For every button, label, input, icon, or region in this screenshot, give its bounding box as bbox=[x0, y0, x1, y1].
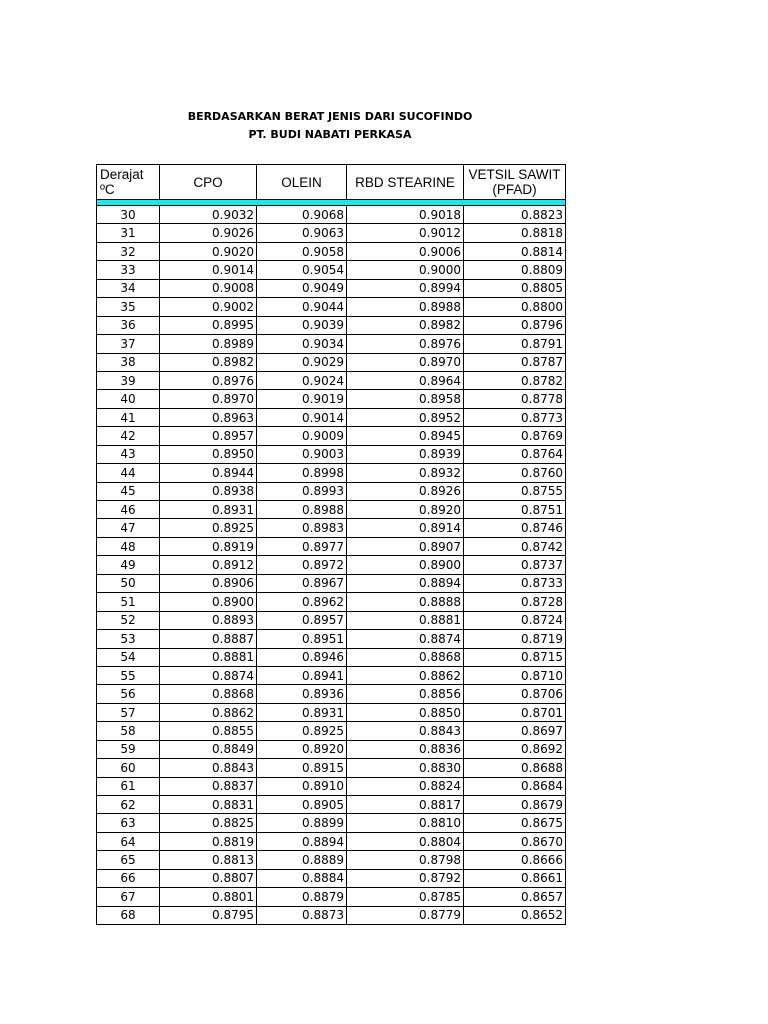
cell-olein: 0.8998 bbox=[257, 464, 347, 482]
cell-cpo: 0.8893 bbox=[160, 611, 257, 629]
cell-rbd-stearine: 0.8900 bbox=[347, 556, 464, 574]
cell-vetsil-sawit: 0.8675 bbox=[464, 814, 566, 832]
cell-derajat: 63 bbox=[97, 814, 160, 832]
cell-vetsil-sawit: 0.8760 bbox=[464, 464, 566, 482]
cell-olein: 0.9029 bbox=[257, 353, 347, 371]
cell-vetsil-sawit: 0.8791 bbox=[464, 335, 566, 353]
table-row bbox=[97, 869, 566, 887]
cell-derajat: 55 bbox=[97, 666, 160, 684]
cell-vetsil-sawit: 0.8652 bbox=[464, 906, 566, 924]
table-row bbox=[97, 279, 566, 297]
cell-derajat: 60 bbox=[97, 759, 160, 777]
cell-derajat: 68 bbox=[97, 906, 160, 924]
cell-cpo: 0.8925 bbox=[160, 519, 257, 537]
cell-olein: 0.8905 bbox=[257, 796, 347, 814]
header-cpo: CPO bbox=[160, 165, 257, 200]
cell-rbd-stearine: 0.8964 bbox=[347, 371, 464, 389]
cell-cpo: 0.8963 bbox=[160, 408, 257, 426]
cell-cpo: 0.8919 bbox=[160, 537, 257, 555]
cell-cpo: 0.8837 bbox=[160, 777, 257, 795]
header-derajat: Derajat ºC bbox=[97, 165, 160, 200]
cell-vetsil-sawit: 0.8778 bbox=[464, 390, 566, 408]
cell-olein: 0.9019 bbox=[257, 390, 347, 408]
cell-rbd-stearine: 0.8843 bbox=[347, 722, 464, 740]
table-row bbox=[97, 206, 566, 224]
cell-vetsil-sawit: 0.8666 bbox=[464, 851, 566, 869]
table-row bbox=[97, 703, 566, 721]
cell-rbd-stearine: 0.8920 bbox=[347, 501, 464, 519]
cell-derajat: 36 bbox=[97, 316, 160, 334]
cell-derajat: 31 bbox=[97, 224, 160, 242]
cell-derajat: 50 bbox=[97, 574, 160, 592]
cell-vetsil-sawit: 0.8800 bbox=[464, 298, 566, 316]
cell-derajat: 49 bbox=[97, 556, 160, 574]
cell-olein: 0.9024 bbox=[257, 371, 347, 389]
cell-derajat: 30 bbox=[97, 206, 160, 224]
table-row bbox=[97, 648, 566, 666]
table-row bbox=[97, 556, 566, 574]
cell-rbd-stearine: 0.8798 bbox=[347, 851, 464, 869]
cell-derajat: 42 bbox=[97, 427, 160, 445]
cell-derajat: 67 bbox=[97, 888, 160, 906]
header-vetsil-line1: VETSIL SAWIT bbox=[468, 167, 561, 182]
cell-cpo: 0.8807 bbox=[160, 869, 257, 887]
cell-olein: 0.8936 bbox=[257, 685, 347, 703]
cell-olein: 0.9044 bbox=[257, 298, 347, 316]
table-row bbox=[97, 666, 566, 684]
cell-olein: 0.8889 bbox=[257, 851, 347, 869]
cell-derajat: 54 bbox=[97, 648, 160, 666]
table-row bbox=[97, 371, 566, 389]
cell-olein: 0.8925 bbox=[257, 722, 347, 740]
table-row bbox=[97, 242, 566, 260]
cell-vetsil-sawit: 0.8751 bbox=[464, 501, 566, 519]
cell-rbd-stearine: 0.8824 bbox=[347, 777, 464, 795]
table-row bbox=[97, 482, 566, 500]
cell-cpo: 0.8912 bbox=[160, 556, 257, 574]
cell-rbd-stearine: 0.8988 bbox=[347, 298, 464, 316]
header-vetsil-sawit bbox=[464, 165, 566, 200]
header-vetsil-line2: (PFAD) bbox=[492, 182, 537, 197]
cell-vetsil-sawit: 0.8710 bbox=[464, 666, 566, 684]
table-row bbox=[97, 722, 566, 740]
table-row bbox=[97, 851, 566, 869]
cell-olein: 0.8941 bbox=[257, 666, 347, 684]
cell-cpo: 0.8976 bbox=[160, 371, 257, 389]
cell-vetsil-sawit: 0.8764 bbox=[464, 445, 566, 463]
cell-olein: 0.8988 bbox=[257, 501, 347, 519]
cell-derajat: 34 bbox=[97, 279, 160, 297]
cell-rbd-stearine: 0.8785 bbox=[347, 888, 464, 906]
cell-rbd-stearine: 0.8958 bbox=[347, 390, 464, 408]
cell-rbd-stearine: 0.8817 bbox=[347, 796, 464, 814]
cell-cpo: 0.8813 bbox=[160, 851, 257, 869]
cell-rbd-stearine: 0.8792 bbox=[347, 869, 464, 887]
cell-olein: 0.8915 bbox=[257, 759, 347, 777]
cell-derajat: 35 bbox=[97, 298, 160, 316]
table-row bbox=[97, 519, 566, 537]
cell-cpo: 0.8970 bbox=[160, 390, 257, 408]
cell-vetsil-sawit: 0.8823 bbox=[464, 206, 566, 224]
cell-olein: 0.9014 bbox=[257, 408, 347, 426]
cell-vetsil-sawit: 0.8688 bbox=[464, 759, 566, 777]
cell-vetsil-sawit: 0.8684 bbox=[464, 777, 566, 795]
cell-rbd-stearine: 0.8868 bbox=[347, 648, 464, 666]
cell-olein: 0.8920 bbox=[257, 740, 347, 758]
cell-cpo: 0.8862 bbox=[160, 703, 257, 721]
table-row bbox=[97, 777, 566, 795]
cell-derajat: 43 bbox=[97, 445, 160, 463]
cell-rbd-stearine: 0.9018 bbox=[347, 206, 464, 224]
cell-derajat: 33 bbox=[97, 261, 160, 279]
cell-vetsil-sawit: 0.8755 bbox=[464, 482, 566, 500]
cell-derajat: 59 bbox=[97, 740, 160, 758]
cell-rbd-stearine: 0.8810 bbox=[347, 814, 464, 832]
table-row bbox=[97, 445, 566, 463]
cell-vetsil-sawit: 0.8796 bbox=[464, 316, 566, 334]
cell-rbd-stearine: 0.9012 bbox=[347, 224, 464, 242]
cell-vetsil-sawit: 0.8814 bbox=[464, 242, 566, 260]
cell-cpo: 0.9020 bbox=[160, 242, 257, 260]
cell-olein: 0.8972 bbox=[257, 556, 347, 574]
cell-rbd-stearine: 0.8856 bbox=[347, 685, 464, 703]
table-row bbox=[97, 685, 566, 703]
cell-vetsil-sawit: 0.8773 bbox=[464, 408, 566, 426]
table-row bbox=[97, 224, 566, 242]
cell-olein: 0.8873 bbox=[257, 906, 347, 924]
cell-vetsil-sawit: 0.8724 bbox=[464, 611, 566, 629]
cell-olein: 0.8899 bbox=[257, 814, 347, 832]
cell-olein: 0.8946 bbox=[257, 648, 347, 666]
table-row bbox=[97, 888, 566, 906]
cell-rbd-stearine: 0.8881 bbox=[347, 611, 464, 629]
cell-derajat: 61 bbox=[97, 777, 160, 795]
cell-rbd-stearine: 0.8945 bbox=[347, 427, 464, 445]
cell-rbd-stearine: 0.8932 bbox=[347, 464, 464, 482]
cell-cpo: 0.8950 bbox=[160, 445, 257, 463]
cell-olein: 0.9039 bbox=[257, 316, 347, 334]
cell-olein: 0.9054 bbox=[257, 261, 347, 279]
cell-cpo: 0.8900 bbox=[160, 593, 257, 611]
cell-olein: 0.8931 bbox=[257, 703, 347, 721]
cell-derajat: 66 bbox=[97, 869, 160, 887]
cell-rbd-stearine: 0.8850 bbox=[347, 703, 464, 721]
cell-derajat: 45 bbox=[97, 482, 160, 500]
cell-derajat: 41 bbox=[97, 408, 160, 426]
cell-derajat: 48 bbox=[97, 537, 160, 555]
cell-vetsil-sawit: 0.8706 bbox=[464, 685, 566, 703]
density-table bbox=[96, 164, 566, 925]
cell-cpo: 0.8801 bbox=[160, 888, 257, 906]
table-row bbox=[97, 740, 566, 758]
table-row bbox=[97, 390, 566, 408]
cell-olein: 0.8879 bbox=[257, 888, 347, 906]
cell-derajat: 53 bbox=[97, 630, 160, 648]
cell-olein: 0.8951 bbox=[257, 630, 347, 648]
cell-cpo: 0.8825 bbox=[160, 814, 257, 832]
cell-cpo: 0.8995 bbox=[160, 316, 257, 334]
cell-vetsil-sawit: 0.8661 bbox=[464, 869, 566, 887]
cell-rbd-stearine: 0.8779 bbox=[347, 906, 464, 924]
cell-cpo: 0.9014 bbox=[160, 261, 257, 279]
cell-olein: 0.8962 bbox=[257, 593, 347, 611]
cell-derajat: 47 bbox=[97, 519, 160, 537]
cell-olein: 0.8884 bbox=[257, 869, 347, 887]
table-row bbox=[97, 408, 566, 426]
cell-vetsil-sawit: 0.8787 bbox=[464, 353, 566, 371]
cell-derajat: 44 bbox=[97, 464, 160, 482]
table-row bbox=[97, 814, 566, 832]
cell-rbd-stearine: 0.8976 bbox=[347, 335, 464, 353]
cell-olein: 0.8894 bbox=[257, 832, 347, 850]
cell-derajat: 39 bbox=[97, 371, 160, 389]
cell-rbd-stearine: 0.8888 bbox=[347, 593, 464, 611]
cell-olein: 0.9009 bbox=[257, 427, 347, 445]
cell-derajat: 51 bbox=[97, 593, 160, 611]
cell-cpo: 0.8906 bbox=[160, 574, 257, 592]
cell-vetsil-sawit: 0.8719 bbox=[464, 630, 566, 648]
cell-rbd-stearine: 0.8994 bbox=[347, 279, 464, 297]
cell-cpo: 0.9008 bbox=[160, 279, 257, 297]
cell-vetsil-sawit: 0.8701 bbox=[464, 703, 566, 721]
cell-cpo: 0.8795 bbox=[160, 906, 257, 924]
table-row bbox=[97, 630, 566, 648]
cell-vetsil-sawit: 0.8805 bbox=[464, 279, 566, 297]
cell-vetsil-sawit: 0.8728 bbox=[464, 593, 566, 611]
table-row bbox=[97, 298, 566, 316]
cell-derajat: 57 bbox=[97, 703, 160, 721]
cell-cpo: 0.8849 bbox=[160, 740, 257, 758]
cell-derajat: 38 bbox=[97, 353, 160, 371]
cell-derajat: 46 bbox=[97, 501, 160, 519]
cell-cpo: 0.8944 bbox=[160, 464, 257, 482]
cell-cpo: 0.8819 bbox=[160, 832, 257, 850]
cell-rbd-stearine: 0.8894 bbox=[347, 574, 464, 592]
cell-vetsil-sawit: 0.8679 bbox=[464, 796, 566, 814]
cell-cpo: 0.8855 bbox=[160, 722, 257, 740]
cell-rbd-stearine: 0.9006 bbox=[347, 242, 464, 260]
cell-rbd-stearine: 0.8874 bbox=[347, 630, 464, 648]
table-row bbox=[97, 353, 566, 371]
cell-derajat: 52 bbox=[97, 611, 160, 629]
cell-vetsil-sawit: 0.8742 bbox=[464, 537, 566, 555]
cell-rbd-stearine: 0.8939 bbox=[347, 445, 464, 463]
cell-vetsil-sawit: 0.8670 bbox=[464, 832, 566, 850]
table-row bbox=[97, 316, 566, 334]
cell-rbd-stearine: 0.8862 bbox=[347, 666, 464, 684]
table-row bbox=[97, 906, 566, 924]
table-row bbox=[97, 574, 566, 592]
table-body bbox=[97, 206, 566, 925]
table-row bbox=[97, 759, 566, 777]
company-name: PT. BUDI NABATI PERKASA bbox=[248, 128, 412, 141]
cell-vetsil-sawit: 0.8769 bbox=[464, 427, 566, 445]
cell-cpo: 0.9032 bbox=[160, 206, 257, 224]
cell-rbd-stearine: 0.8970 bbox=[347, 353, 464, 371]
cell-olein: 0.8977 bbox=[257, 537, 347, 555]
table-row bbox=[97, 427, 566, 445]
cell-cpo: 0.8831 bbox=[160, 796, 257, 814]
cell-olein: 0.8910 bbox=[257, 777, 347, 795]
cell-cpo: 0.9026 bbox=[160, 224, 257, 242]
cell-rbd-stearine: 0.8926 bbox=[347, 482, 464, 500]
cell-vetsil-sawit: 0.8809 bbox=[464, 261, 566, 279]
cell-rbd-stearine: 0.8836 bbox=[347, 740, 464, 758]
cell-olein: 0.8967 bbox=[257, 574, 347, 592]
cell-vetsil-sawit: 0.8733 bbox=[464, 574, 566, 592]
cell-vetsil-sawit: 0.8818 bbox=[464, 224, 566, 242]
cell-olein: 0.8993 bbox=[257, 482, 347, 500]
cell-vetsil-sawit: 0.8746 bbox=[464, 519, 566, 537]
cell-cpo: 0.8868 bbox=[160, 685, 257, 703]
cell-cpo: 0.8881 bbox=[160, 648, 257, 666]
cell-olein: 0.8957 bbox=[257, 611, 347, 629]
table-row bbox=[97, 832, 566, 850]
cell-cpo: 0.8887 bbox=[160, 630, 257, 648]
table-row bbox=[97, 796, 566, 814]
header-row bbox=[97, 165, 566, 200]
table-row bbox=[97, 261, 566, 279]
table-row bbox=[97, 501, 566, 519]
table-row bbox=[97, 464, 566, 482]
cell-derajat: 40 bbox=[97, 390, 160, 408]
cell-rbd-stearine: 0.9000 bbox=[347, 261, 464, 279]
table-row bbox=[97, 537, 566, 555]
cell-olein: 0.9068 bbox=[257, 206, 347, 224]
cell-olein: 0.9063 bbox=[257, 224, 347, 242]
cell-derajat: 58 bbox=[97, 722, 160, 740]
cell-vetsil-sawit: 0.8657 bbox=[464, 888, 566, 906]
cell-olein: 0.9058 bbox=[257, 242, 347, 260]
cell-cpo: 0.9002 bbox=[160, 298, 257, 316]
cell-vetsil-sawit: 0.8692 bbox=[464, 740, 566, 758]
cell-derajat: 56 bbox=[97, 685, 160, 703]
cell-derajat: 65 bbox=[97, 851, 160, 869]
cell-derajat: 62 bbox=[97, 796, 160, 814]
cell-derajat: 37 bbox=[97, 335, 160, 353]
cell-rbd-stearine: 0.8830 bbox=[347, 759, 464, 777]
cell-rbd-stearine: 0.8804 bbox=[347, 832, 464, 850]
cell-cpo: 0.8957 bbox=[160, 427, 257, 445]
cell-cpo: 0.8938 bbox=[160, 482, 257, 500]
cell-rbd-stearine: 0.8914 bbox=[347, 519, 464, 537]
cell-derajat: 64 bbox=[97, 832, 160, 850]
cell-derajat: 32 bbox=[97, 242, 160, 260]
cell-cpo: 0.8843 bbox=[160, 759, 257, 777]
cell-olein: 0.9003 bbox=[257, 445, 347, 463]
cell-olein: 0.8983 bbox=[257, 519, 347, 537]
cell-vetsil-sawit: 0.8782 bbox=[464, 371, 566, 389]
cell-cpo: 0.8874 bbox=[160, 666, 257, 684]
header-olein: OLEIN bbox=[257, 165, 347, 200]
cell-vetsil-sawit: 0.8737 bbox=[464, 556, 566, 574]
cell-vetsil-sawit: 0.8715 bbox=[464, 648, 566, 666]
cell-rbd-stearine: 0.8952 bbox=[347, 408, 464, 426]
table-row bbox=[97, 611, 566, 629]
table-row bbox=[97, 335, 566, 353]
cell-cpo: 0.8982 bbox=[160, 353, 257, 371]
table-row bbox=[97, 593, 566, 611]
cell-rbd-stearine: 0.8907 bbox=[347, 537, 464, 555]
cell-olein: 0.9049 bbox=[257, 279, 347, 297]
cell-rbd-stearine: 0.8982 bbox=[347, 316, 464, 334]
cell-vetsil-sawit: 0.8697 bbox=[464, 722, 566, 740]
document-title: BERDASARKAN BERAT JENIS DARI SUCOFINDO bbox=[187, 110, 473, 123]
cell-cpo: 0.8931 bbox=[160, 501, 257, 519]
cell-cpo: 0.8989 bbox=[160, 335, 257, 353]
cell-olein: 0.9034 bbox=[257, 335, 347, 353]
header-rbd-stearine: RBD STEARINE bbox=[347, 165, 464, 200]
